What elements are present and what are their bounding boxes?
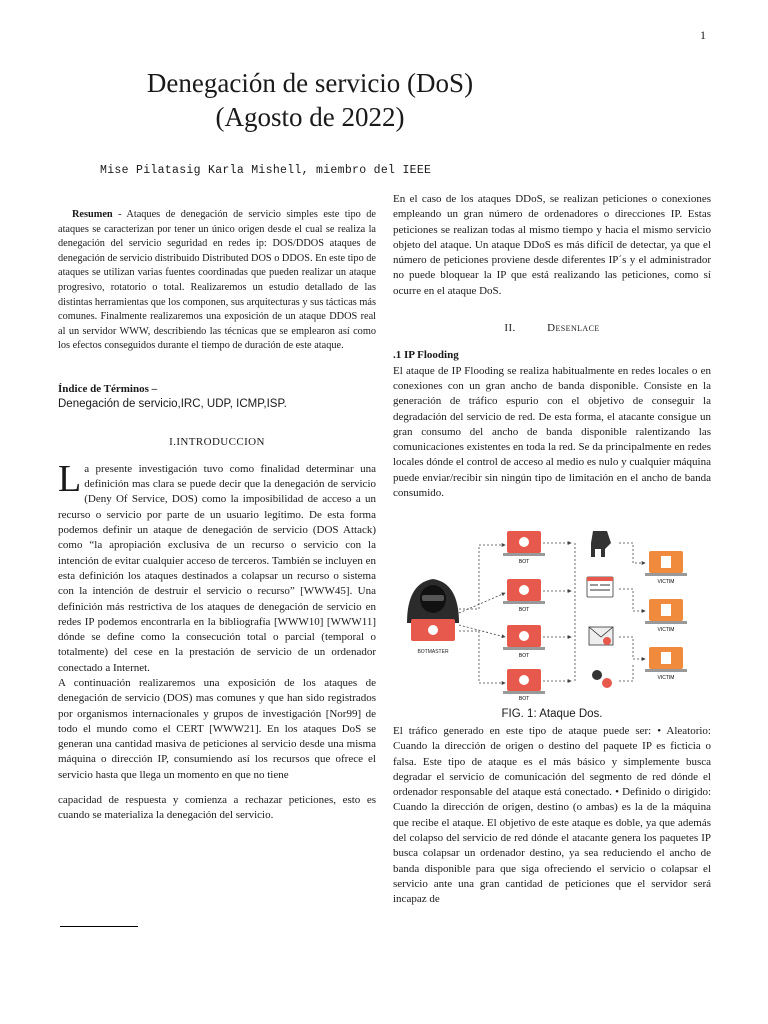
ddos-paragraph: En el caso de los ataques DDoS, se realizan peticiones o conexiones empleando un gran número de ordenadores o direcciones IP. Estas peticiones se realizan todas al mismo tiempo y hacia el mismo servicio objeto del ataque. Un ataque DDoS es más difícil de detectar, ya que el número de peticiones proviene desde diferentes IP´s y el administrador no puede bloquear la IP que está realizando las peticiones, como sí ocurre en el ataque DoS. (393, 193, 711, 297)
intro-paragraph-3: capacidad de respuesta y comienza a rechazar peticiones, esto es cuando se materializa la denegación del servicio. (58, 794, 376, 822)
bot-laptop-icon (503, 579, 545, 613)
index-terms: Denegación de servicio,IRC, UDP, ICMP,ISP. (58, 398, 287, 411)
title-line-1: Denegación de servicio (DoS) (146, 68, 474, 98)
subsection-title: IP Flooding (404, 349, 459, 362)
page-title (60, 66, 560, 134)
botmaster-icon (407, 579, 459, 655)
bot-laptop-icon (503, 531, 545, 565)
section-1-heading (58, 435, 376, 450)
intro-paragraph-1 (58, 457, 376, 676)
intro-paragraph-1-text: a presente investigación tuvo como finalidad determinar una definición mas clara se puede decir que la denegación de servicio (Deny Of Service, DOS) como la imposibilidad de acceso a un recurso o servicio por parte de un usuario legítimo. De esta forma podemos definir un ataque de denegación de servicio (DOS Attack) como “la apropiación exclusiva de un recurso o servicio con la intención de evitar cualquier acceso de terceros. También se incluyen en esta definición los ataques destinados a colapsar un recurso o sistema con la intención de destruir el servicio o recurso” [WWW45]. Una definición más restrictiva de los ataques de denegación de servicio en redes IP podemos encontrarla en la bibliografía [WWW10] [WWW11] dónde se define como la consecución total o parcial (temporal o totalmente) del cese en la prestación de servicio de un ordenador conectado a Internet. (58, 462, 376, 674)
index-terms-label: Índice de Términos – (58, 382, 158, 395)
right-column (393, 192, 711, 908)
section-2-heading (393, 321, 711, 336)
abstract-text: - Ataques de denegación de servicio simples este tipo de ataques se caracterizan por tener un único origen desde el cual se realiza la denegación del servicio seguridad en redes ip: DOS/DDOS ataques de denegación de servicio distribuido Distributed DOS o DDOS. En este tipo de ataques se utilizan varias fuentes coordinadas que pueden realizar un ataque progresivo, rotatorio o total. Realizaremos un estudio detallado de las distintas herramientas que los componen, sus arquitecturas y sus tácticas más comunes. Finalmente realizaremos una exposición de un ataque DDOS real al un servidor WWW, describiendo las técnicas que se emplearon así como los efectos conseguidos durante el tiempo de duración de este ataque. (58, 209, 377, 352)
victim-laptop-icon (645, 599, 687, 633)
drop-cap: L (58, 457, 82, 500)
figure-caption: FIG. 1: Ataque Dos. (501, 707, 603, 720)
traffic-types-paragraph: El tráfico generado en este tipo de ataque puede ser: • Aleatorio: Cuando la dirección de origen o destino del paquete IP es ficticia o falsa. Este tipo de ataque es el más básico y simplemente busca degradar el servicio de comunicación del segmento de red dónde el ordenador responsable del ataque está conectado. • Definido o dirigido: Cuando la dirección de origen, destino (o ambas) es la de la máquina que recibe el ataque. El objetivo de este ataque es doble, ya que además del colapso del servicio de red dónde el atacante genera los paquetes IP busca colapsar un ordenador destino, ya sea reduciendo el ancho de banda disponible para que siga ofreciendo el servicio o colapsar el servicio ante una gran cantidad de peticiones que el servidor será incapaz de (393, 724, 711, 906)
abstract-label: Resumen (72, 209, 113, 220)
email-icon (589, 627, 613, 645)
left-column (58, 208, 376, 824)
subsection-heading (393, 348, 711, 363)
bot-label: BOT (518, 653, 530, 660)
section-2-title: Desenlace (547, 322, 600, 335)
botmaster-label: BOTMASTER (417, 649, 449, 656)
spam-browser-icon (587, 577, 613, 597)
footnote-rule (60, 926, 138, 927)
section-1-title: INTRODUCCION (176, 435, 265, 448)
intro-paragraph-2: A continuación realizaremos una exposición de los ataques de denegación de servicio (DOS) mas comunes y que han sido registrados por organismos internacionales y grupos de investigación [Nor99] de todo el mundo como el CERT [WWW21]. En los ataques DoS se generan una cantidad masiva de peticiones al servicio desde una misma máquina o dirección IP, consumiendo así los recursos que ofrece el servicio hasta que llega un momento en que no tiene (58, 676, 376, 781)
victim-label: VICTIM (657, 675, 675, 682)
victim-label: VICTIM (657, 579, 675, 586)
trojan-horse-icon (591, 531, 611, 557)
page-number: 1 (700, 28, 706, 42)
bot-label: BOT (518, 607, 530, 614)
malware-icon (592, 670, 612, 688)
title-line-2: (Agosto de 2022) (215, 102, 405, 132)
ip-flooding-paragraph: El ataque de IP Flooding se realiza habitualmente en redes locales o en conexiones con un gran ancho de banda disponible. Consiste en la generación de tráfico espurio con el objetivo de conseguir la degradación del servicio de red. De esta forma, el atacante consigue un gran consumo del ancho de banda disponible ralentizando las comunicaciones existentes en toda la red. Se da principalmente en redes locales dónde el control de acceso al medio es nulo y cualquier máquina puede enviar/recibir sin ningún tipo de limitación en el ancho de banda consumido. (393, 364, 711, 500)
section-2-number: II. (504, 322, 516, 335)
abstract (58, 208, 376, 354)
victim-label: VICTIM (657, 627, 675, 634)
victim-laptop-icon (645, 647, 687, 681)
bot-label: BOT (518, 559, 530, 566)
bot-laptop-icon (503, 625, 545, 659)
victim-laptop-icon (645, 551, 687, 585)
bot-laptop-icon (503, 669, 545, 701)
ddos-diagram (393, 513, 711, 701)
subsection-number: .1 (393, 349, 402, 362)
bot-label: BOT (518, 696, 530, 702)
section-1-number: I. (169, 435, 177, 448)
authors: Mise Pilatasig Karla Mishell, miembro del IEEE (100, 164, 432, 177)
